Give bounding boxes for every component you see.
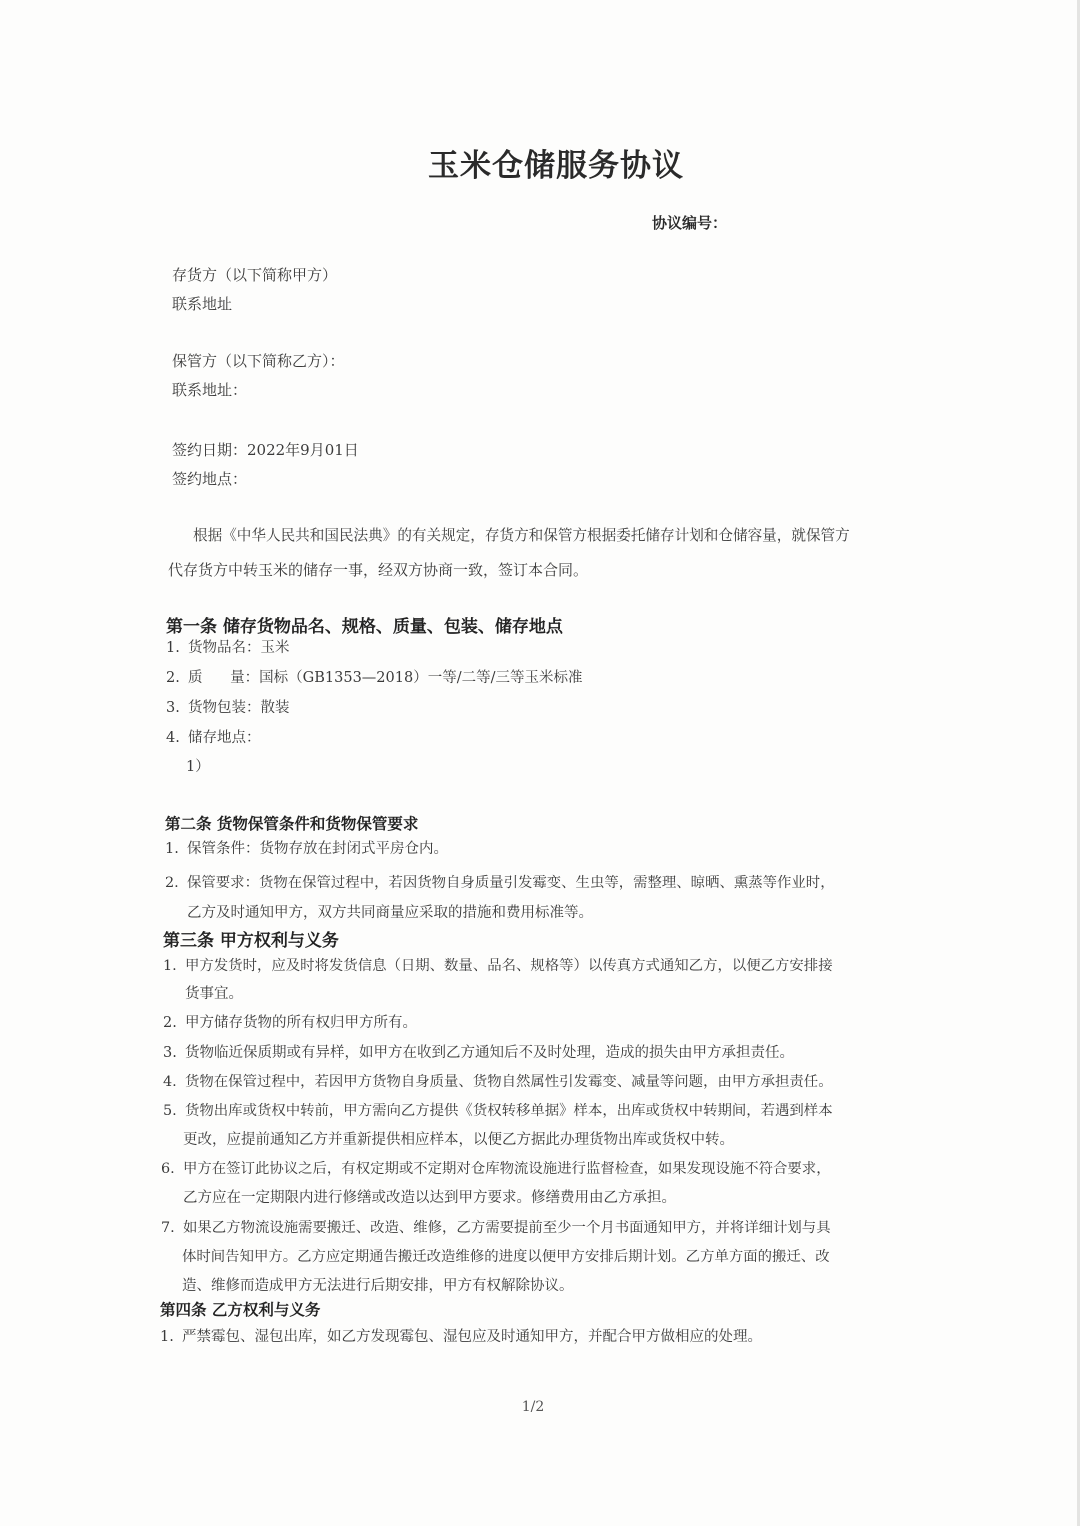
article-3-item-7-line-2: 体时间告知甲方。乙方应定期通告搬迁改造维修的进度以便甲方安排后期计划。乙方单方面的搬迁、改 bbox=[182, 1249, 830, 1265]
item-number: 7. bbox=[161, 1220, 175, 1236]
item-number: 5. bbox=[163, 1103, 177, 1119]
item-number: 3. bbox=[166, 700, 180, 716]
article-3-item-6-line-1 bbox=[161, 1159, 831, 1179]
item-number: 1. bbox=[163, 958, 177, 974]
item-number: 4. bbox=[166, 730, 180, 746]
item-text: 储存地点： bbox=[188, 730, 261, 746]
article-1-item-4 bbox=[166, 728, 261, 748]
item-number: 3. bbox=[163, 1045, 177, 1061]
article-3-item-3 bbox=[163, 1043, 794, 1063]
article-3-item-7-line-3: 造、维修而造成甲方无法进行后期安排，甲方有权解除协议。 bbox=[182, 1278, 574, 1294]
item-text: 货物出库或货权中转前，甲方需向乙方提供《货权转移单据》样本，出库或货权中转期间，若遇到样本 bbox=[185, 1103, 833, 1119]
article-1-item-2 bbox=[166, 668, 582, 688]
sign-place: 签约地点： bbox=[172, 470, 248, 488]
article-2-item-1 bbox=[165, 839, 448, 859]
preamble-line-1: 根据《中华人民共和国民法典》的有关规定，存货方和保管方根据委托储存计划和仓储容量，就保管方 bbox=[193, 527, 850, 544]
article-3-item-5-line-1 bbox=[163, 1101, 833, 1121]
item-number: 1. bbox=[165, 841, 179, 857]
item-text: 甲方储存货物的所有权归甲方所有。 bbox=[185, 1015, 417, 1031]
article-2-item-2-line-1 bbox=[165, 873, 835, 893]
item-text: 货物临近保质期或有异样，如甲方在收到乙方通知后不及时处理，造成的损失由甲方承担责任。 bbox=[185, 1045, 794, 1061]
item-number: 2. bbox=[165, 875, 179, 891]
item-number: 2. bbox=[163, 1015, 177, 1031]
article-3-item-7-line-1 bbox=[161, 1218, 831, 1238]
article-1-item-3 bbox=[166, 698, 290, 718]
item-text: 如果乙方物流设施需要搬迁、改造、维修，乙方需要提前至少一个月书面通知甲方，并将详细计划与具 bbox=[183, 1220, 831, 1236]
party-a-address: 联系地址 bbox=[172, 295, 233, 313]
article-3-item-5-line-2: 更改，应提前通知乙方并重新提供相应样本，以便乙方据此办理货物出库或货权中转。 bbox=[183, 1132, 734, 1148]
item-number: 1. bbox=[160, 1329, 174, 1345]
item-text: 严禁霉包、湿包出库，如乙方发现霉包、湿包应及时通知甲方，并配合甲方做相应的处理。 bbox=[182, 1329, 762, 1345]
article-3-item-6-line-2: 乙方应在一定期限内进行修缮或改造以达到甲方要求。修缮费用由乙方承担。 bbox=[183, 1190, 676, 1206]
item-number: 6. bbox=[161, 1161, 175, 1177]
sign-date: 签约日期：2022年9月01日 bbox=[172, 441, 359, 459]
item-text: 甲方在签订此协议之后，有权定期或不定期对仓库物流设施进行监督检查，如果发现设施不符合要求， bbox=[183, 1161, 831, 1177]
item-text: 保管要求：货物在保管过程中，若因货物自身质量引发霉变、生虫等，需整理、晾晒、熏蒸等作业时， bbox=[187, 875, 835, 891]
item-text: 货物包装：散装 bbox=[188, 700, 290, 716]
article-2-item-2-line-2: 乙方及时通知甲方，双方共同商量应采取的措施和费用标准等。 bbox=[187, 905, 593, 921]
party-b-address: 联系地址： bbox=[172, 381, 248, 399]
article-1-heading: 第一条 储存货物品名、规格、质量、包装、储存地点 bbox=[166, 617, 563, 637]
article-4-heading: 第四条 乙方权利与义务 bbox=[160, 1300, 321, 1319]
article-3-item-1-line-1 bbox=[163, 956, 833, 976]
item-number: 1. bbox=[166, 640, 180, 656]
agreement-number-label: 协议编号： bbox=[652, 214, 728, 232]
article-1-item-1 bbox=[166, 638, 290, 658]
preamble-line-2: 代存货方中转玉米的储存一事，经双方协商一致，签订本合同。 bbox=[168, 561, 589, 579]
page-number: 1/2 bbox=[521, 1399, 545, 1415]
item-text: 货物品名：玉米 bbox=[188, 640, 290, 656]
article-4-item-1 bbox=[160, 1327, 762, 1347]
item-text: 保管条件：货物存放在封闭式平房仓内。 bbox=[187, 841, 448, 857]
document-title: 玉米仓储服务协议 bbox=[428, 148, 684, 184]
party-a: 存货方（以下简称甲方） bbox=[172, 266, 338, 284]
item-text: 货物在保管过程中，若因甲方货物自身质量、货物自然属性引发霉变、减量等问题，由甲方承担责任。 bbox=[185, 1074, 833, 1090]
article-3-item-4 bbox=[163, 1072, 833, 1092]
item-number: 2. bbox=[166, 670, 180, 686]
article-3-heading: 第三条 甲方权利与义务 bbox=[163, 931, 339, 951]
article-1-sub-item-1: 1） bbox=[186, 759, 210, 775]
article-3-item-1-line-2: 货事宜。 bbox=[185, 986, 243, 1002]
item-number: 4. bbox=[163, 1074, 177, 1090]
party-b: 保管方（以下简称乙方）： bbox=[172, 352, 345, 370]
article-3-item-2 bbox=[163, 1013, 417, 1033]
article-2-heading: 第二条 货物保管条件和货物保管要求 bbox=[165, 814, 419, 833]
item-text: 甲方发货时，应及时将发货信息（日期、数量、品名、规格等）以传真方式通知乙方，以便乙方安排接 bbox=[185, 958, 833, 974]
item-text: 质 量：国标（GB1353—2018）一等/二等/三等玉米标准 bbox=[188, 670, 583, 686]
